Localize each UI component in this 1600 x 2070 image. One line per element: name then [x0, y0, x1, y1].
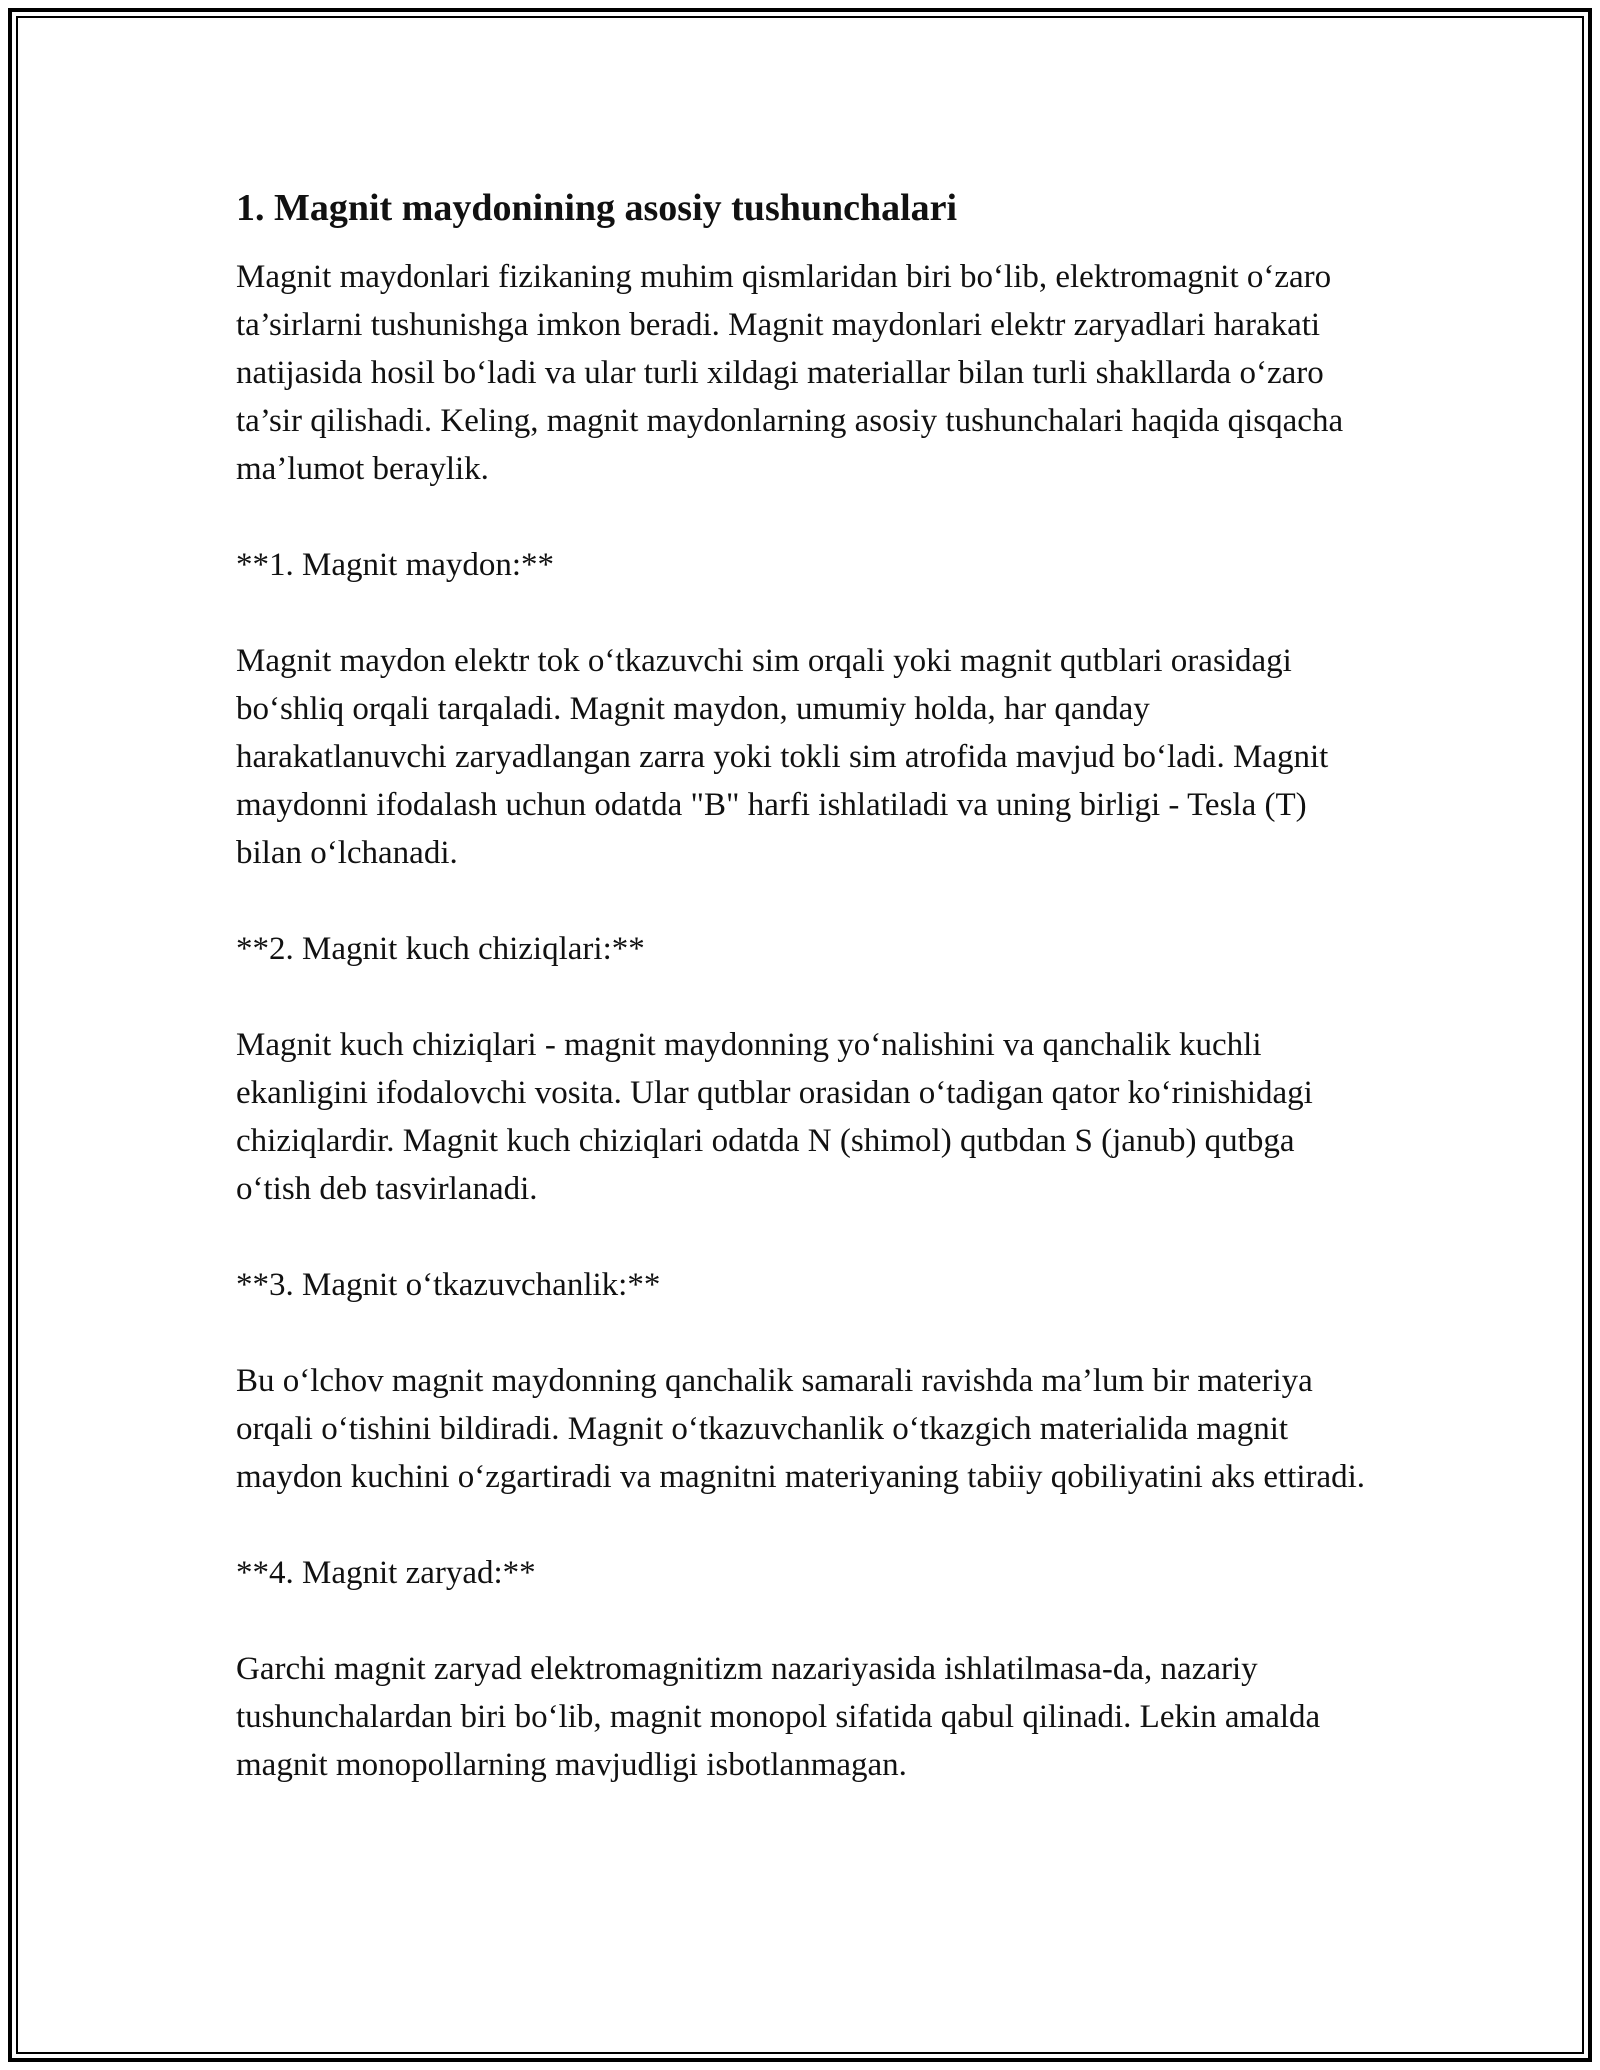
section-3-heading: **3. Magnit o‘tkazuvchanlik:** [236, 1266, 661, 1303]
section-2-body: Magnit kuch chiziqlari - magnit maydonning yo‘nalishini va qanchalik kuchli ekanligini ifodalovchi vosita. Ular qutblar orasidan o‘tadigan qator ko‘rinishidagi chiziqlardir. Magnit kuch chiziqlari odatda N (shimol) qutbdan S (janub) qutbga o‘tish deb tasvirlanadi. [236, 1026, 1313, 1207]
section-3-body: Bu o‘lchov magnit maydonning qanchalik samarali ravishda ma’lum bir materiya orqali o‘tishini bildiradi. Magnit o‘tkazuvchanlik o‘tkazgich materialida magnit maydon kuchini o‘zgartiradi va magnitni materiyaning tabiiy qobiliyatini aks ettiradi. [236, 1362, 1366, 1495]
intro-paragraph: Magnit maydonlari fizikaning muhim qismlaridan biri bo‘lib, elektromagnit o‘zaro ta’sirlarni tushunishga imkon beradi. Magnit maydonlari elektr zaryadlari harakati natijasida hosil bo‘ladi va ular turli xildagi materiallar bilan turli shakllarda o‘zaro ta’sir qilishadi. Keling, magnit maydonlarning asosiy tushunchalari haqida qisqacha ma’lumot beraylik. [236, 258, 1344, 487]
section-4-heading: **4. Magnit zaryad:** [236, 1554, 536, 1591]
section-4-body: Garchi magnit zaryad elektromagnitizm nazariyasida ishlatilmasa-da, nazariy tushunchalardan biri bo‘lib, magnit monopol sifatida qabul qilinadi. Lekin amalda magnit monopollarning mavjudligi isbotlanmagan. [236, 1650, 1321, 1783]
section-1-body: Magnit maydon elektr tok o‘tkazuvchi sim orqali yoki magnit qutblari orasidagi bo‘shliq orqali tarqaladi. Magnit maydon, umumiy holda, har qanday harakatlanuvchi zaryadlangan zarra yoki tokli sim atrofida mavjud bo‘ladi. Magnit maydonni ifodalash uchun odatda "B" harfi ishlatiladi va uning birligi - Tesla (T) bilan o‘lchanadi. [236, 642, 1329, 871]
section-1-heading: **1. Magnit maydon:** [236, 546, 555, 583]
document-body [236, 186, 1366, 1789]
section-2-heading: **2. Magnit kuch chiziqlari:** [236, 930, 645, 967]
document-title: 1. Magnit maydonining asosiy tushunchalari [236, 187, 958, 229]
